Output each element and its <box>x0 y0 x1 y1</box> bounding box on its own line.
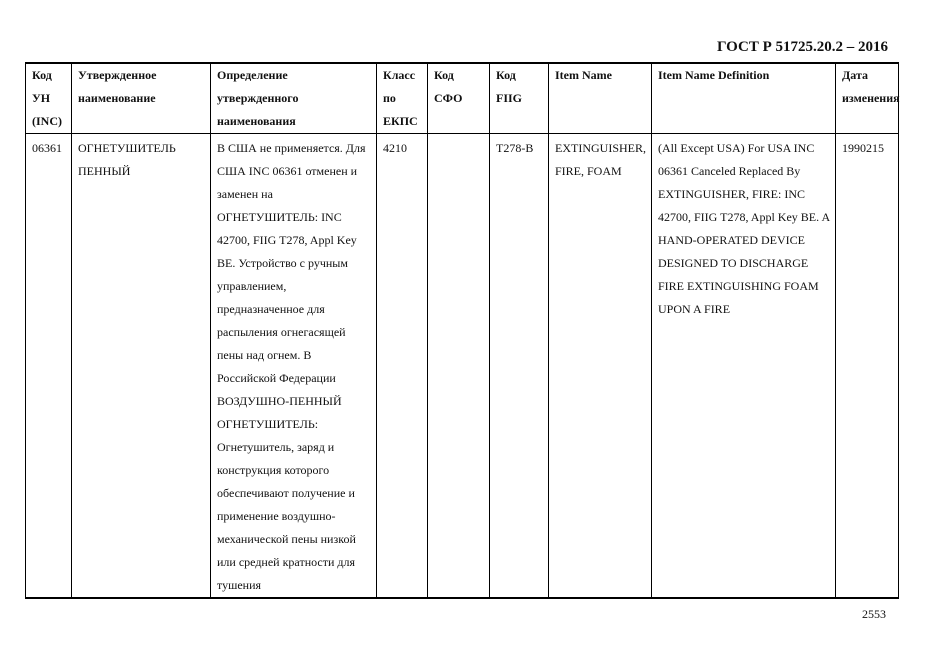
table-header-row <box>26 63 899 134</box>
data-table <box>25 62 899 599</box>
cell-item-name: EXTINGUISHER, FIRE, FOAM <box>549 134 652 599</box>
cell-change-date: 1990215 <box>836 134 899 599</box>
cell-fiig-code: T278-B <box>490 134 549 599</box>
column-header-code-un: Код УН (INC) <box>26 63 72 134</box>
cell-code-un: 06361 <box>26 134 72 599</box>
cell-approved-name: ОГНЕТУШИТЕЛЬ ПЕННЫЙ <box>72 134 211 599</box>
column-header-approved-name: Утвержденное наименование <box>72 63 211 134</box>
column-header-sfo-code: Код СФО <box>428 63 490 134</box>
column-header-item-name-definition: Item Name Definition <box>652 63 836 134</box>
column-header-change-date: Дата изменения <box>836 63 899 134</box>
cell-ekps-class: 4210 <box>377 134 428 599</box>
page-number: 2553 <box>862 607 886 621</box>
column-header-ekps-class: Класс по ЕКПС <box>377 63 428 134</box>
column-header-definition: Определение утвержденного наименования <box>211 63 377 134</box>
table-row <box>26 134 899 599</box>
cell-definition: В США не применяется. Для США INC 06361 отменен и заменен на ОГНЕТУШИТЕЛЬ: INC 42700, FIIG T278, Appl Key BE. Устройство с ручным управлением, предназначенное для распыления огнегасящей пены над огнем. В Российской Федерации ВОЗДУШНО-ПЕННЫЙ ОГНЕТУШИТЕЛЬ: Огнетушитель, заряд и конструкция которого обеспечивают получение и применение воздушно-механической пены низкой или средней кратности для тушения <box>211 134 377 599</box>
column-header-item-name: Item Name <box>549 63 652 134</box>
cell-item-name-definition: (All Except USA) For USA INC 06361 Canceled Replaced By EXTINGUISHER, FIRE: INC 42700, FIIG T278, Appl Key BE. A HAND-OPERATED DEVICE DESIGNED TO DISCHARGE FIRE EXTINGUISHING FOAM UPON A FIRE <box>652 134 836 599</box>
document-number: ГОСТ Р 51725.20.2 – 2016 <box>716 39 888 55</box>
cell-sfo-code <box>428 134 490 599</box>
column-header-fiig-code: Код FIIG <box>490 63 549 134</box>
